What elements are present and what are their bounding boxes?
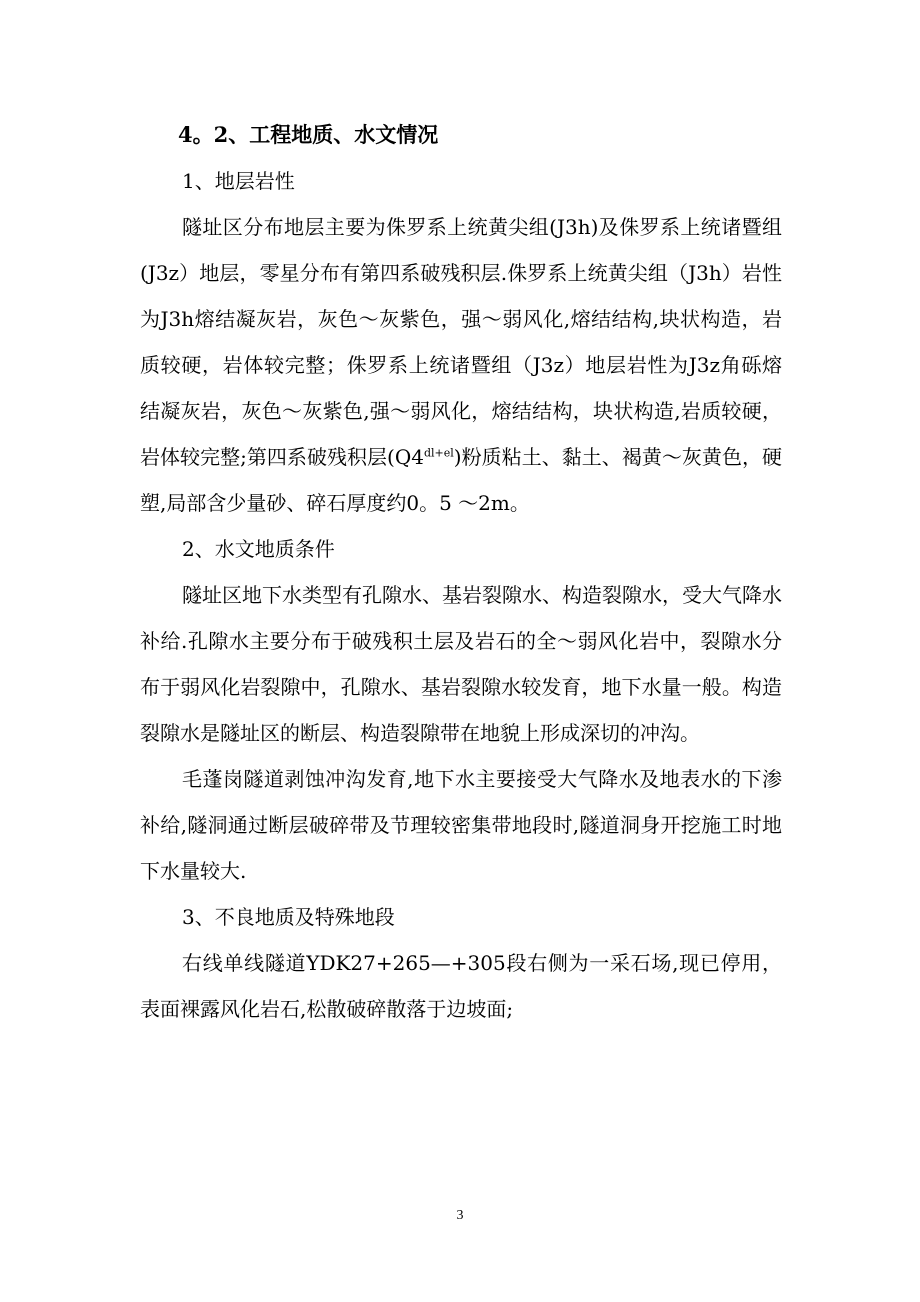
subsection-title-hydro: 2、水文地质条件 <box>182 537 335 561</box>
page-number: 3 <box>456 1208 464 1223</box>
section-heading: 4。2、工程地质、水文情况 <box>178 122 439 147</box>
subsection-title-adverse: 3、不良地质及特殊地段 <box>182 905 395 929</box>
paragraph-strata-tail: )粉质粘土、黏土、褐黄～灰黄色，硬塑,局部含少量砂、碎石厚度约0。5 ～2m。 <box>140 445 782 515</box>
paragraph-hydro-1: 隧址区地下水类型有孔隙水、基岩裂隙水、构造裂隙水，受大气降水补给.孔隙水主要分布于破残积土层及岩石的全～弱风化岩中，裂隙水分布于弱风化岩裂隙中，孔隙水、基岩裂隙水较发育，地下水量一般。构造裂隙水是隧址区的断层、构造裂隙带在地貌上形成深切的冲沟。 <box>140 583 782 745</box>
quaternary-superscript: dl+el <box>423 446 454 460</box>
paragraph-hydro-2: 毛蓬岗隧道剥蚀冲沟发育,地下水主要接受大气降水及地表水的下渗补给,隧洞通过断层破碎带及节理较密集带地段时,隧道洞身开挖施工时地下水量较大. <box>140 767 782 883</box>
document-body <box>140 112 782 1032</box>
paragraph-adverse: 右线单线隧道YDK27+265—+305段右侧为一采石场,现已停用，表面裸露风化岩石,松散破碎散落于边坡面; <box>140 951 782 1021</box>
subsection-title-strata: 1、地层岩性 <box>182 169 295 193</box>
paragraph-strata-main: 隧址区分布地层主要为侏罗系上统黄尖组(J3h)及侏罗系上统诸暨组(J3z）地层，零星分布有第四系破残积层.侏罗系上统黄尖组（J3h）岩性为J3h熔结凝灰岩，灰色～灰紫色，强～弱风化,熔结结构,块状构造，岩质较硬，岩体较完整；侏罗系上统诸暨组（J3z）地层岩性为J3z角砾熔结凝灰岩，灰色～灰紫色,强～弱风化，熔结结构，块状构造,岩质较硬，岩体较完整;第四系破残积层(Q4 <box>140 215 782 469</box>
paragraph-strata <box>140 204 782 526</box>
